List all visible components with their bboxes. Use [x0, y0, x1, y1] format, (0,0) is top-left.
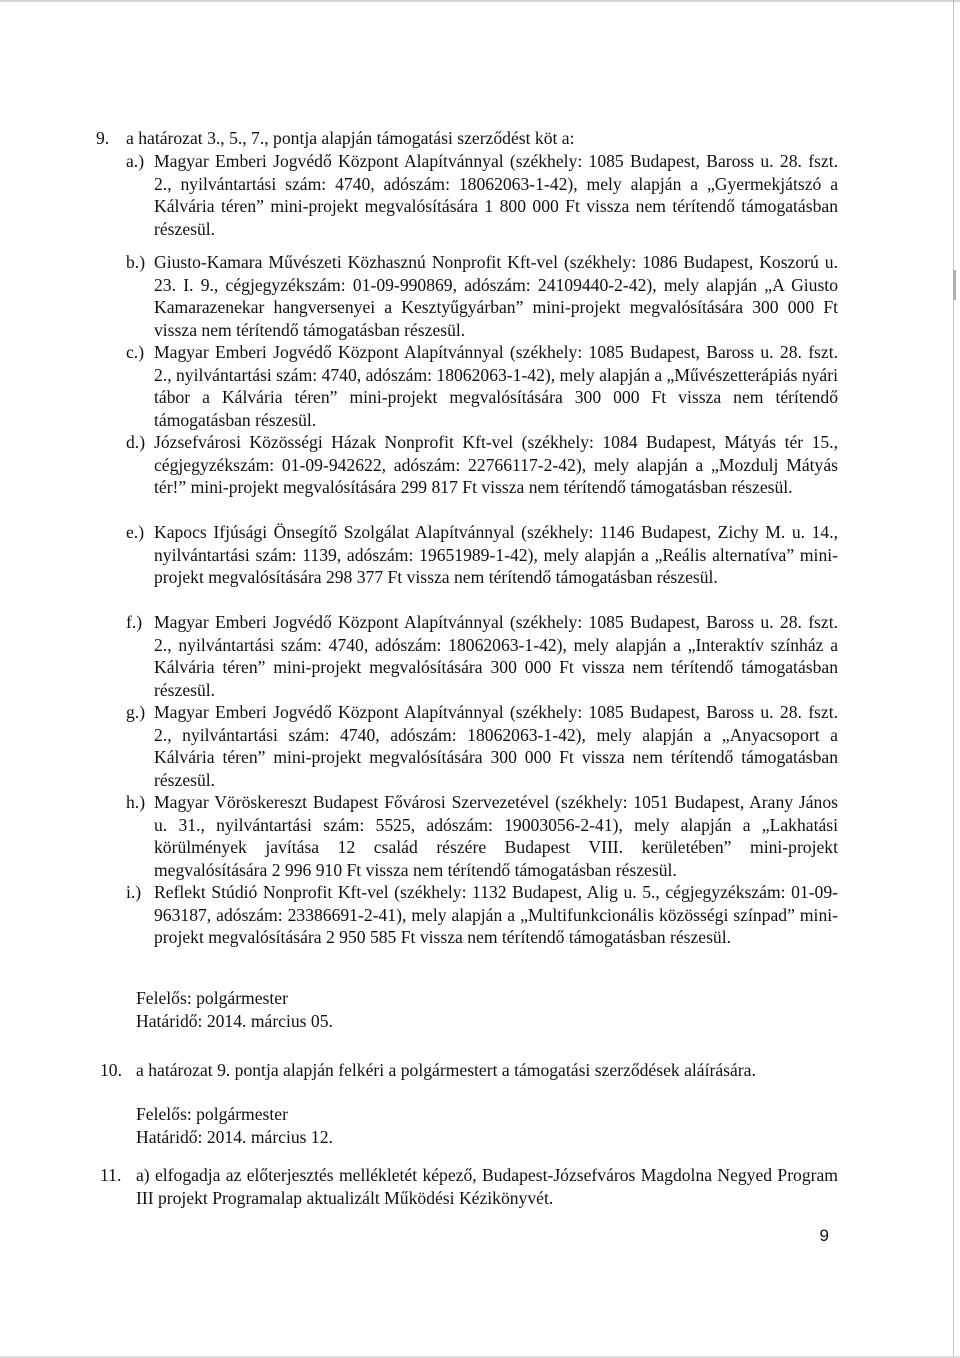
item-10-number: 10.: [100, 1060, 122, 1080]
subitem-i-text: Reflekt Stúdió Nonprofit Kft-vel (székhely: 1132 Budapest, Alig u. 5., cégjegyzékszám: 01-09-963187, adószám: 23386691-2-41), mely alapján a „Multifunkcionális közösségi színpad” mini-projekt megvalósítására 2 950 585 Ft vissza nem térítendő támogatásban részesül.: [154, 882, 838, 948]
subitem-a-label: a.): [126, 151, 145, 171]
page-number: 9: [819, 1226, 829, 1245]
subitem-d-label: d.): [126, 432, 146, 452]
subitem-d-text: Józsefvárosi Közösségi Házak Nonprofit Kft-vel (székhely: 1084 Budapest, Mátyás tér 15., cégjegyzékszám: 01-09-942622, adószám: 22766117-2-42), mely alapján a „Mozdulj Mátyás tér!” mini-projekt megvalósítására 299 817 Ft vissza nem térítendő támogatásban részesül.: [154, 432, 838, 498]
subitem-c-text: Magyar Emberi Jogvédő Központ Alapítvánnyal (székhely: 1085 Budapest, Baross u. 28. fszt. 2., nyilvántartási szám: 4740, adószám: 18062063-1-42), mely alapján a „Művészetterápiás nyári tábor a Kálvária téren” mini-projekt megvalósítására 300 000 Ft vissza nem térítendő támogatásban részesül.: [154, 342, 838, 430]
scan-edge-top: [0, 0, 960, 2]
scan-mark-right: [953, 270, 956, 300]
subitem-f-label: f.): [126, 612, 143, 632]
item-9-number: 9.: [96, 128, 110, 148]
subitem-h-text: Magyar Vöröskereszt Budapest Fővárosi Szervezetével (székhely: 1051 Budapest, Arany János u. 31., nyilvántartási szám: 5525, adószám: 19003056-2-41), mely alapján a „Lakhatási körülmények javítása 12 család részére Budapest VIII. kerületében” mini-projekt megvalósítására 2 996 910 Ft vissza nem térítendő támogatásban részesül.: [154, 792, 838, 880]
item-9-deadline: Határidő: 2014. március 05.: [136, 1011, 333, 1031]
subitem-h-label: h.): [126, 792, 146, 812]
scan-edge-right: [953, 0, 954, 1358]
subitem-e-label: e.): [126, 522, 145, 542]
subitem-f-text: Magyar Emberi Jogvédő Központ Alapítvánnyal (székhely: 1085 Budapest, Baross u. 28. fszt. 2., nyilvántartási szám: 4740, adószám: 18062063-1-42), mely alapján a „Interaktív színház a Kálvária téren” mini-projekt megvalósítására 300 000 Ft vissza nem térítendő támogatásban részesül.: [154, 612, 838, 700]
subitem-g-text: Magyar Emberi Jogvédő Központ Alapítvánnyal (székhely: 1085 Budapest, Baross u. 28. fszt. 2., nyilvántartási szám: 4740, adószám: 18062063-1-42), mely alapján a „Anyacsoport a Kálvária téren” mini-projekt megvalósítására 300 000 Ft vissza nem térítendő támogatásban részesül.: [154, 702, 838, 790]
item-11-number: 11.: [100, 1165, 122, 1185]
item-9-intro: a határozat 3., 5., 7., pontja alapján támogatási szerződést köt a:: [126, 128, 575, 148]
item-9-responsible: Felelős: polgármester: [136, 988, 288, 1008]
subitem-e-text: Kapocs Ifjúsági Önsegítő Szolgálat Alapítvánnyal (székhely: 1146 Budapest, Zichy M. u. 14., nyilvántartási szám: 1139, adószám: 19651989-1-42), mely alapján a „Reális alternatíva” mini-projekt megvalósítására 298 377 Ft vissza nem térítendő támogatásban részesül.: [154, 522, 838, 588]
item-11-text: a) elfogadja az előterjesztés mellékletét képező, Budapest-Józsefváros Magdolna Negyed Program III projekt Programalap aktualizált Működési Kézikönyvét.: [136, 1165, 838, 1208]
subitem-b-text: Giusto-Kamara Művészeti Közhasznú Nonprofit Kft-vel (székhely: 1086 Budapest, Koszorú u. 23. I. 9., cégjegyzékszám: 01-09-990869, adószám: 24109440-2-42), mely alapján „A Giusto Kamarazenekar hangversenyei a Kesztyűgyárban” mini-projekt megvalósítására 300 000 Ft vissza nem térítendő támogatásban részesül.: [154, 252, 838, 340]
item-10-deadline: Határidő: 2014. március 12.: [136, 1127, 333, 1147]
item-10-text: a határozat 9. pontja alapján felkéri a polgármestert a támogatási szerződések aláírására.: [136, 1060, 756, 1080]
item-10-responsible: Felelős: polgármester: [136, 1104, 288, 1124]
subitem-g-label: g.): [126, 702, 146, 722]
subitem-i-label: i.): [126, 882, 142, 902]
subitem-b-label: b.): [126, 252, 146, 272]
subitem-a-text: Magyar Emberi Jogvédő Központ Alapítvánnyal (székhely: 1085 Budapest, Baross u. 28. fszt. 2., nyilvántartási szám: 4740, adószám: 18062063-1-42), mely alapján a „Gyermekjátszó a Kálvária téren” mini-projekt megvalósítására 1 800 000 Ft vissza nem térítendő támogatásban részesül.: [154, 151, 838, 239]
subitem-c-label: c.): [126, 342, 145, 362]
